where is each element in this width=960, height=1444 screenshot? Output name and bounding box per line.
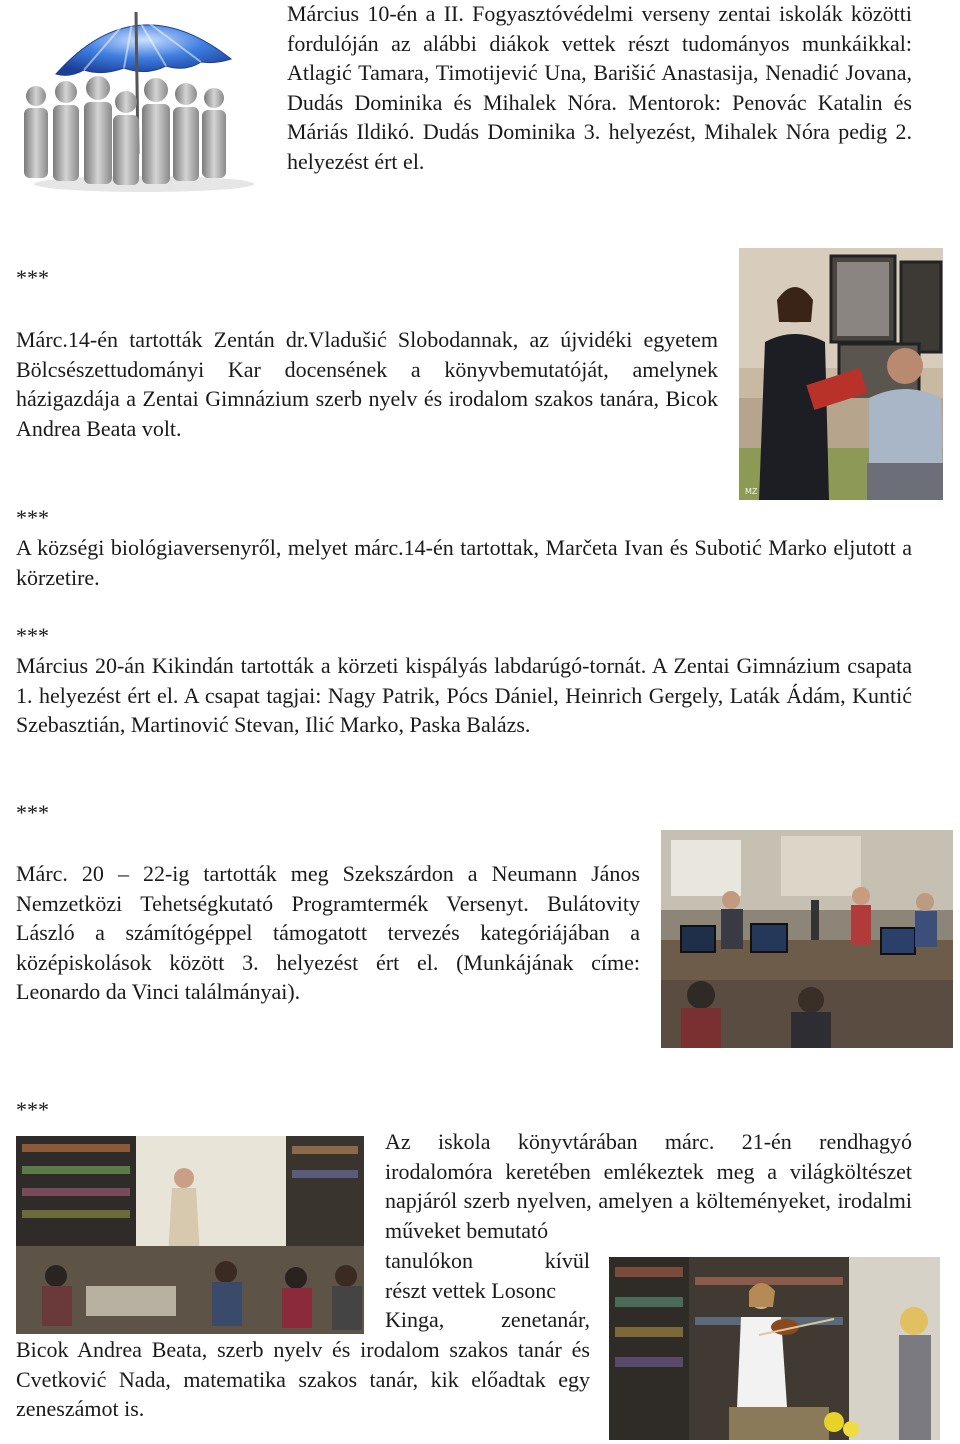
article-neumann-competition: Márc. 20 – 22-ig tartották meg Szekszárdon a Neumann János Nemzetközi Tehetségkutató Programtermék Versenyt. Bulátovity László a számítógéppel támogatott tervezés kategóriájában a középiskolások között 3. helyezést ért el. (Munkájának címe: Leonardo da Vinci találmányai). <box>16 861 640 1005</box>
book-launch-photo <box>739 248 943 500</box>
violin-performance-photo <box>609 1257 940 1440</box>
umbrella-people-icon <box>6 4 268 194</box>
article-poetry-day-part1: Az iskola könyvtárában márc. 21-én rendhagyó irodalomóra keretében emlékeztek meg a világköltészet napjáról szerb nyelven, amelyen a költeményeket, irodalmi műveket bemutató <box>385 1129 912 1243</box>
library-poetry-photo <box>16 1136 364 1334</box>
separator: *** <box>16 1097 49 1122</box>
article-poetry-day-part4: Kinga, zenetanár, <box>385 1307 590 1332</box>
separator: *** <box>16 623 49 648</box>
separator: *** <box>16 800 49 825</box>
article-poetry-day-part5: Bicok Andrea Beata, szerb nyelv és irodalom szakos tanár és Cvetković Nada, matematika szakos tanár, kik előadtak egy zeneszámot is. <box>16 1337 590 1422</box>
article-consumer-protection: Március 10-én a II. Fogyasztóvédelmi verseny zentai iskolák közötti fordulóján az alábbi diákok vettek részt tudományos munkáikkal: Atlagić Tamara, Timotijević Una, Barišić Anastasija, Nenadić Jovana, Dudás Dominika és Mihalek Nóra. Mentorok: Penovác Katalin és Máriás Ildikó. Dudás Dominika 3. helyezést, Mihalek Nóra pedig 2. helyezést ért el. <box>287 1 912 174</box>
separator: *** <box>16 265 49 290</box>
article-football-tournament: Március 20-án Kikindán tartották a körzeti kispályás labdarúgó-tornát. A Zentai Gimnázium csapata 1. helyezést ért el. A csapat tagjai: Nagy Patrik, Pócs Dániel, Heinrich Gergely, Laták Ádám, Kuntić Szebasztián, Martinović Stevan, Ilić Marko, Paska Balázs. <box>16 653 912 738</box>
article-poetry-day-part2: tanulókon kívül <box>385 1248 590 1273</box>
article-book-launch: Márc.14-én tartották Zentán dr.Vladušić Slobodannak, az újvidéki egyetem Bölcsészettudományi Kar docensének a könyvbemutatóját, amelynek házigazdája a Zentai Gimnázium szerb nyelv és irodalom szakos tanára, Bicok Andrea Beata volt. <box>16 327 718 441</box>
separator: *** <box>16 505 49 530</box>
photo-watermark: MZ <box>745 487 758 496</box>
computer-lab-photo <box>661 830 953 1048</box>
article-poetry-day-part3: részt vettek Losonc <box>385 1278 557 1303</box>
article-biology-competition: A községi biológiaversenyről, melyet márc.14-én tartottak, Marčeta Ivan és Subotić Marko eljutott a körzetire. <box>16 535 912 590</box>
